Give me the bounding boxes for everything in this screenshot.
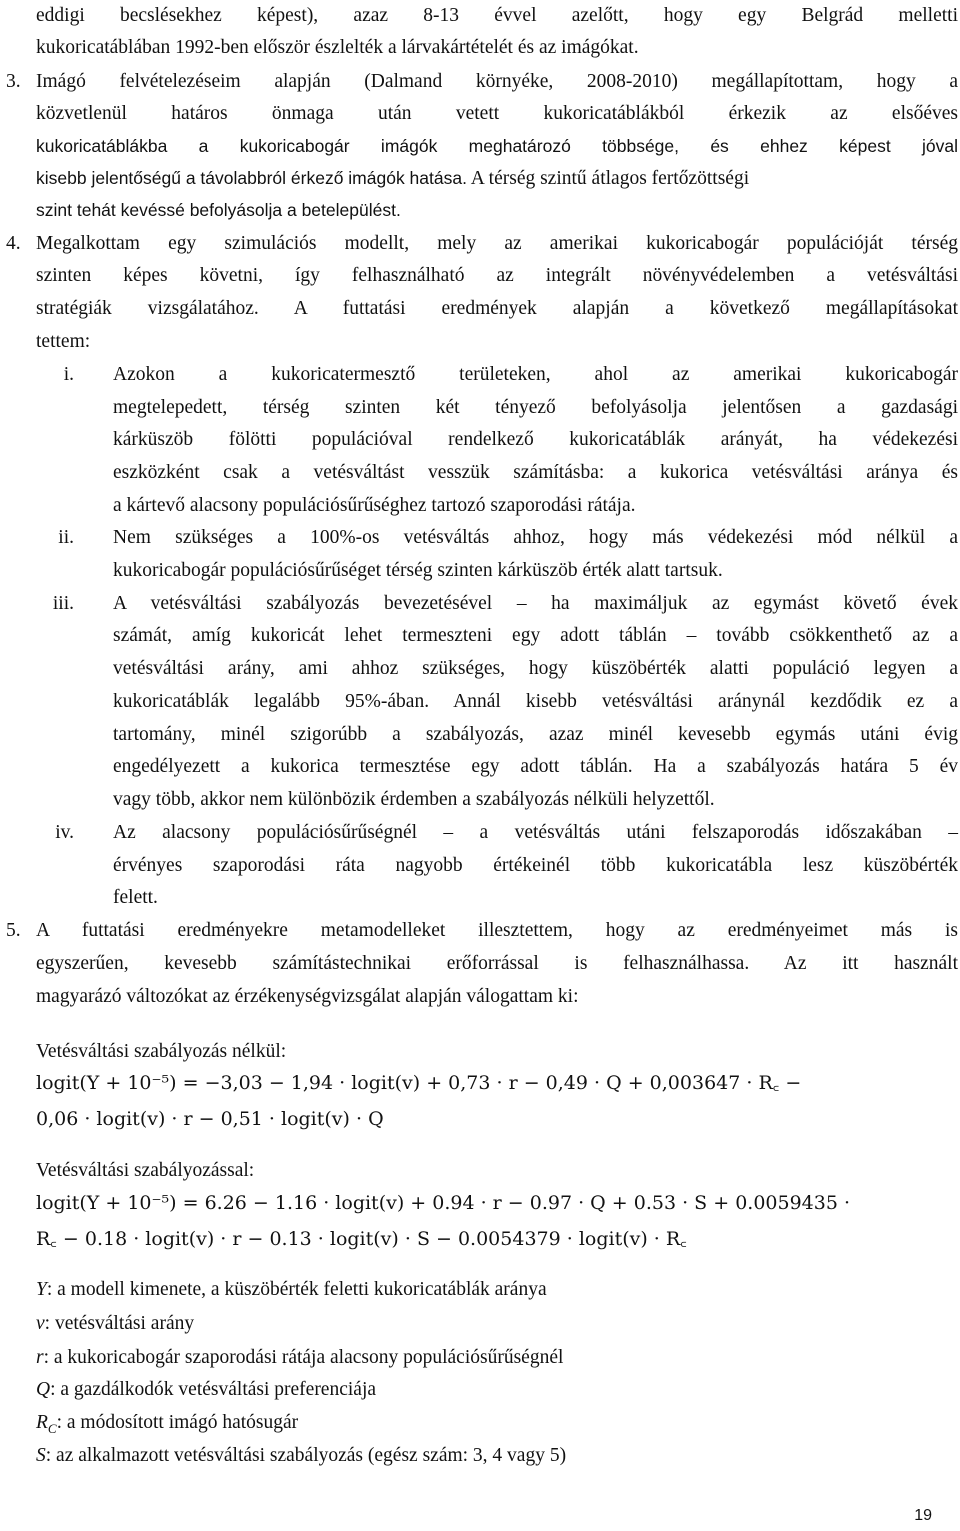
text-line: eddigi becslésekhez képest), azaz 8-13 évvel azelőtt, hogy egy Belgrád melletti — [36, 5, 958, 26]
variable-description: : a kukoricabogár szaporodási rátája alacsony populációsűrűségnél — [43, 1347, 564, 1368]
variable-subscript: C — [47, 1420, 57, 1436]
variable-symbol: r — [36, 1347, 44, 1368]
variable-description: : a gazdálkodók vetésváltási preferenciája — [50, 1379, 377, 1400]
list-number: 3. — [6, 71, 21, 92]
text-line: Nem szükséges a 100%-os vetésváltás ahhoz, hogy más védekezési mód nélkül a — [113, 527, 958, 548]
text-line: eszközként csak a vetésváltást vesszük számításba: a kukorica vetésváltási aránya és — [113, 462, 958, 483]
text-line: szint tehát kevéssé befolyásolja a betelepülést. — [36, 200, 401, 220]
text-line: stratégiák vizsgálatához. A futtatási eredmények alapján a következő megállapításokat — [36, 298, 958, 319]
equation-label: Vetésváltási szabályozás nélkül: — [36, 1041, 287, 1062]
equation-label: Vetésváltási szabályozással: — [36, 1160, 255, 1181]
equation-line: logit(Y + 10⁻⁵) = −3,03 − 1,94 · logit(v) + 0,73 · r − 0,49 · Q + 0,003647 · R꜀ − — [36, 1072, 802, 1094]
text-line: megtelepedett, térség szinten két tényező befolyásolja jelentősen a gazdasági — [113, 397, 958, 418]
variable-symbol: Q — [36, 1379, 51, 1400]
text-line: tartomány, minél szigorúbb a szabályozás, azaz minél kevesebb egymás utáni évig — [113, 724, 958, 745]
roman-numeral: iv. — [55, 822, 74, 843]
text-line: magyarázó változókat az érzékenységvizsgálat alapján válogattam ki: — [36, 986, 579, 1007]
text-line: Az alacsony populációsűrűségnél – a vetésváltás utáni felszaporodás időszakában – — [113, 822, 958, 843]
variable-definition — [36, 1275, 547, 1305]
roman-numeral: i. — [63, 364, 74, 385]
text-line — [36, 162, 958, 195]
text-line: kárküszöb fölötti populációval rendelkező kukoricatáblák arányát, ha védekezési — [113, 429, 958, 450]
roman-numeral: ii. — [58, 527, 74, 548]
variable-definition — [36, 1375, 376, 1405]
equation-line: R꜀ − 0.18 · logit(v) · r − 0.13 · logit(v) · S − 0.0054379 · logit(v) · R꜀ — [36, 1228, 687, 1250]
page-number: 19 — [914, 1507, 932, 1524]
text-line: kukoricatáblában 1992-ben először észlelték a lárvakártételét és az imágókat. — [36, 37, 639, 58]
text-line: kukoricatáblák legalább 95%-ában. Annál kisebb vetésváltási aránynál kezdődik ez a — [113, 691, 958, 712]
text-segment: A térség szintű átlagos fertőzöttségi — [470, 168, 750, 189]
variable-symbol: S — [36, 1445, 46, 1466]
text-line: engedélyezett a kukorica termesztése egy adott táblán. Ha a szabályozás határa 5 év — [113, 756, 958, 777]
text-line: kukoricatáblákba a kukoricabogár imágók meghatározó többsége, és ehhez képest jóval — [36, 136, 958, 156]
equation-line: 0,06 · logit(v) · r − 0,51 · logit(v) · Q — [36, 1108, 384, 1130]
variable-symbol: v — [36, 1313, 45, 1334]
text-line: vagy több, akkor nem különbözik érdemben a szabályozás nélküli helyzettől. — [113, 789, 715, 810]
text-segment: kisebb jelentőségű a távolabbról érkező imágók hatása. — [36, 168, 467, 188]
variable-description: : az alkalmazott vetésváltási szabályozás (egész szám: 3, 4 vagy 5) — [45, 1445, 567, 1466]
text-line: számát, amíg kukoricát lehet termeszteni egy adott táblán – tovább csökkenthető az a — [113, 625, 958, 646]
text-line: tettem: — [36, 331, 91, 352]
text-line: A vetésváltási szabályozás bevezetésével – ha maximáljuk az egymást követő évek — [113, 593, 958, 614]
text-line: a kártevő alacsony populációsűrűséghez tartozó szaporodási rátája. — [113, 495, 636, 516]
list-number: 5. — [6, 920, 21, 941]
text-line: Megalkottam egy szimulációs modellt, mely az amerikai kukoricabogár populációját térség — [36, 233, 958, 254]
text-line: kukoricabogár populációsűrűséget térség szinten kárküszöb érték alatt tartsuk. — [113, 560, 723, 581]
equation-line: logit(Y + 10⁻⁵) = 6.26 − 1.16 · logit(v) + 0.94 · r − 0.97 · Q + 0.53 · S + 0.0059435 · — [36, 1192, 851, 1214]
variable-description: : a modell kimenete, a küszöbérték feletti kukoricatáblák aránya — [46, 1279, 547, 1300]
text-line: érvényes szaporodási ráta nagyobb értékeinél több kukoricatábla lesz küszöbérték — [113, 855, 958, 876]
variable-definition — [36, 1343, 563, 1373]
variable-definition — [36, 1408, 298, 1444]
variable-description: : a módosított imágó hatósugár — [56, 1412, 299, 1433]
text-line: szinten képes követni, így felhasználható az integrált növényvédelemben a vetésváltási — [36, 265, 958, 286]
text-line: egyszerűen, kevesebb számítástechnikai erőforrással is felhasználhassa. Az itt használt — [36, 953, 958, 974]
variable-definition — [36, 1441, 566, 1471]
text-line: vetésváltási arány, ami ahhoz szükséges, hogy küszöbérték alatti populáció legyen a — [113, 658, 958, 679]
variable-description: : vetésváltási arány — [44, 1313, 195, 1334]
text-line: felett. — [113, 887, 158, 908]
list-number: 4. — [6, 233, 21, 254]
variable-symbol: R — [36, 1412, 48, 1433]
text-line: közvetlenül határos önmaga után vetett kukoricatáblákból érkezik az elsőéves — [36, 103, 958, 124]
text-line: A futtatási eredményekre metamodelleket illesztettem, hogy az eredményeimet más is — [36, 920, 958, 941]
variable-definition — [36, 1309, 194, 1339]
variable-symbol: Y — [36, 1279, 47, 1300]
roman-numeral: iii. — [52, 593, 74, 614]
text-line: Azokon a kukoricatermesztő területeken, ahol az amerikai kukoricabogár — [113, 364, 958, 385]
text-line: Imágó felvételezéseim alapján (Dalmand környéke, 2008-2010) megállapítottam, hogy a — [36, 71, 958, 92]
